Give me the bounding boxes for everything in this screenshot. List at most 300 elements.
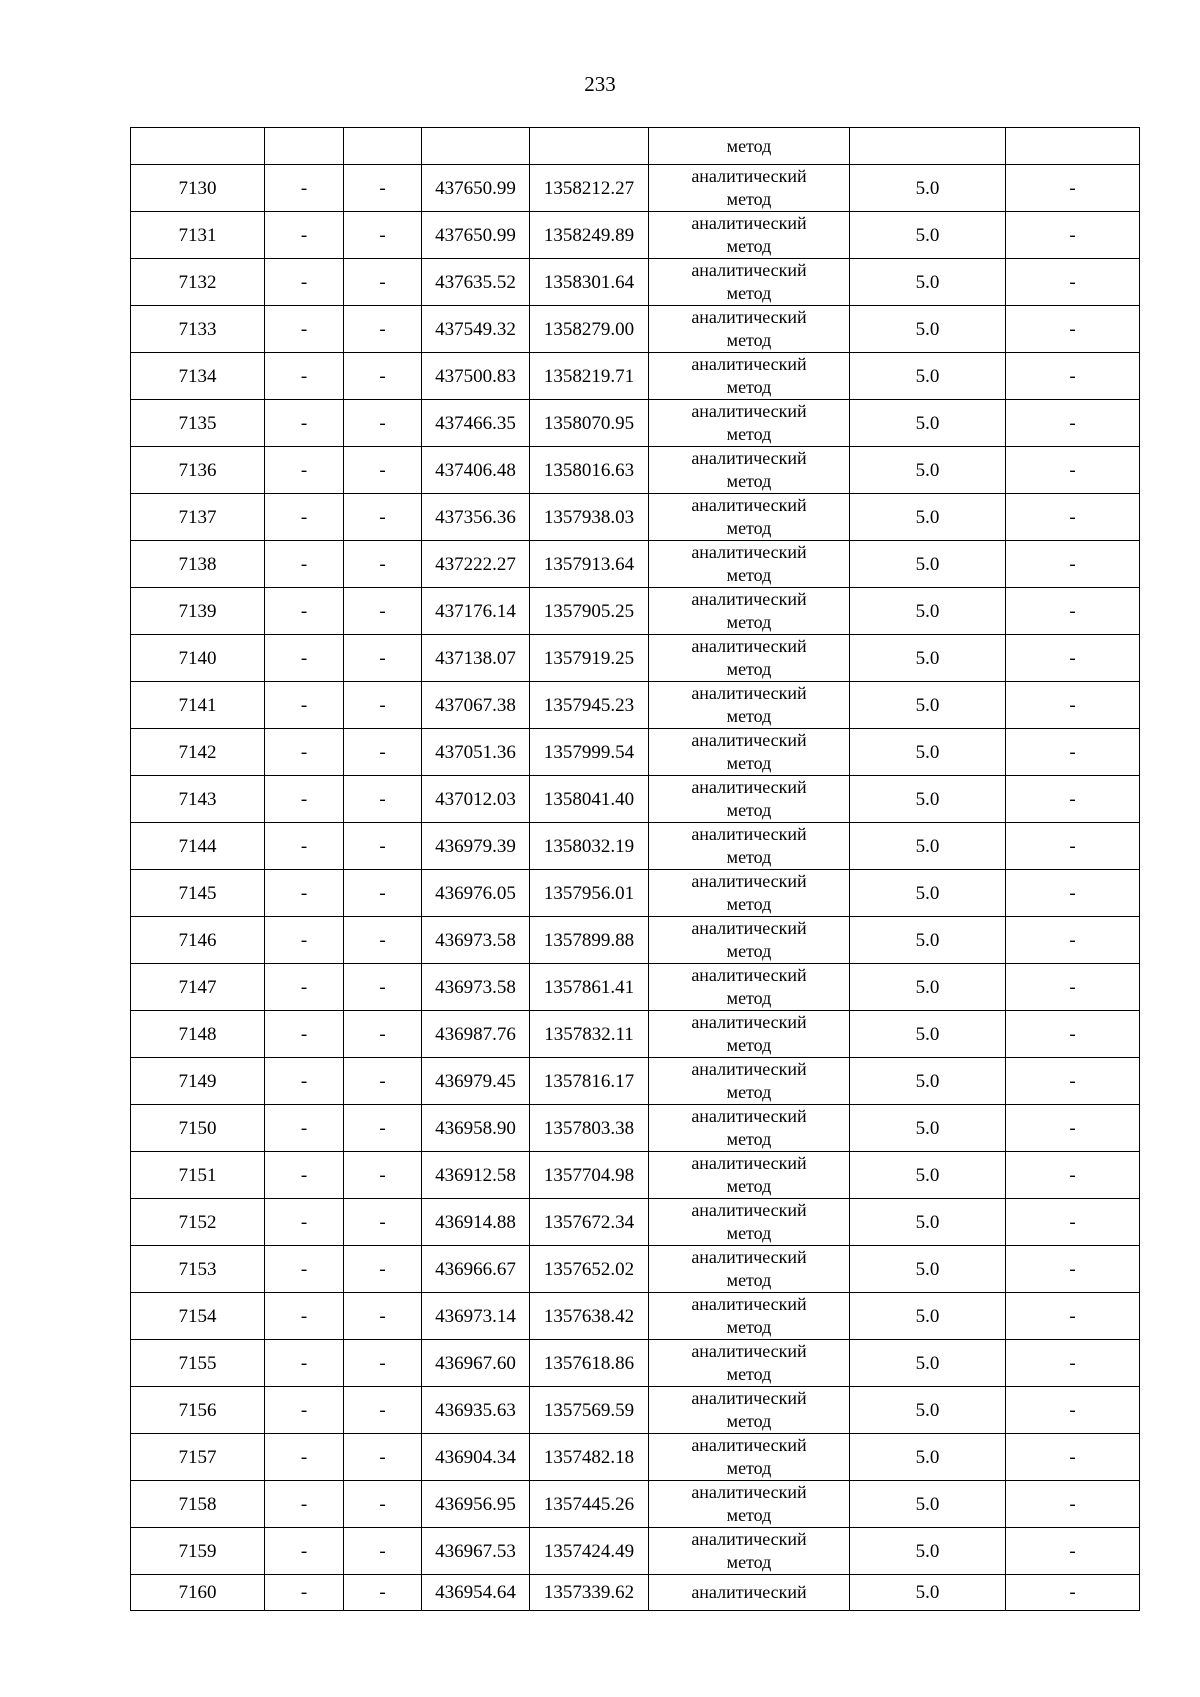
point-number-cell: 7136 [131,447,265,494]
method-text: аналитический [691,401,807,421]
x-coordinate-cell: 437466.35 [422,400,530,447]
y-coordinate-cell: 1357956.01 [530,870,649,917]
method-text: аналитический [691,448,807,468]
method-text: метод [726,330,772,350]
empty-value-cell: - [344,1340,422,1387]
empty-value-cell: - [344,1011,422,1058]
empty-value-cell: - [344,1387,422,1434]
empty-value-cell: - [265,917,344,964]
method-text: аналитический [691,683,807,703]
point-number-cell: 7153 [131,1246,265,1293]
method-text: метод [726,135,772,156]
empty-value-cell: - [344,447,422,494]
method-cell [649,1387,850,1434]
table-cell [530,128,649,165]
empty-value-cell: - [1006,682,1140,729]
point-number-cell: 7147 [131,964,265,1011]
method-text: метод [726,471,772,491]
y-coordinate-cell: 1357938.03 [530,494,649,541]
method-cell [649,917,850,964]
accuracy-cell: 5.0 [850,776,1006,823]
point-number-cell: 7155 [131,1340,265,1387]
point-number-cell: 7133 [131,306,265,353]
method-text: аналитический [691,307,807,327]
empty-value-cell: - [344,682,422,729]
method-cell [649,1246,850,1293]
method-cell [649,964,850,1011]
x-coordinate-cell: 437650.99 [422,212,530,259]
empty-value-cell: - [265,1246,344,1293]
empty-value-cell: - [265,823,344,870]
point-number-cell: 7146 [131,917,265,964]
empty-value-cell: - [265,1058,344,1105]
point-number-cell: 7143 [131,776,265,823]
empty-value-cell: - [1006,1293,1140,1340]
empty-value-cell: - [1006,776,1140,823]
point-number-cell: 7157 [131,1434,265,1481]
y-coordinate-cell: 1357899.88 [530,917,649,964]
point-number-cell: 7156 [131,1387,265,1434]
table-row [131,1246,1140,1293]
x-coordinate-cell: 436979.45 [422,1058,530,1105]
accuracy-cell: 5.0 [850,1152,1006,1199]
method-cell [649,1528,850,1575]
method-text: метод [726,1552,772,1572]
empty-value-cell: - [1006,541,1140,588]
table-row [131,447,1140,494]
y-coordinate-cell: 1358301.64 [530,259,649,306]
x-coordinate-cell: 437406.48 [422,447,530,494]
accuracy-cell: 5.0 [850,1058,1006,1105]
method-text: аналитический [691,1106,807,1126]
y-coordinate-cell: 1357445.26 [530,1481,649,1528]
empty-value-cell: - [344,1058,422,1105]
empty-value-cell: - [265,541,344,588]
table-row [131,400,1140,447]
empty-value-cell: - [1006,447,1140,494]
table-row [131,165,1140,212]
empty-value-cell: - [344,964,422,1011]
method-text: аналитический [691,1582,807,1602]
point-number-cell: 7160 [131,1575,265,1611]
method-text: метод [726,1129,772,1149]
empty-value-cell: - [265,1387,344,1434]
method-text: аналитический [691,1153,807,1173]
method-text: аналитический [691,1294,807,1314]
empty-value-cell: - [1006,494,1140,541]
x-coordinate-cell: 437635.52 [422,259,530,306]
method-cell [649,588,850,635]
x-coordinate-cell: 437650.99 [422,165,530,212]
x-coordinate-cell: 436973.14 [422,1293,530,1340]
y-coordinate-cell: 1357816.17 [530,1058,649,1105]
method-cell [649,400,850,447]
accuracy-cell: 5.0 [850,353,1006,400]
method-cell [649,353,850,400]
accuracy-cell: 5.0 [850,1011,1006,1058]
y-coordinate-cell: 1357905.25 [530,588,649,635]
method-text: метод [726,988,772,1008]
table-row [131,964,1140,1011]
method-text: аналитический [691,495,807,515]
method-text: метод [726,1458,772,1478]
empty-value-cell: - [1006,729,1140,776]
method-text: аналитический [691,730,807,750]
empty-value-cell: - [344,1528,422,1575]
x-coordinate-cell: 437051.36 [422,729,530,776]
method-text: метод [726,236,772,256]
method-text: метод [726,612,772,632]
empty-value-cell: - [1006,1011,1140,1058]
empty-value-cell: - [265,353,344,400]
empty-value-cell: - [344,400,422,447]
method-cell [649,541,850,588]
accuracy-cell: 5.0 [850,1575,1006,1611]
empty-value-cell: - [265,1011,344,1058]
method-cell [649,212,850,259]
accuracy-cell: 5.0 [850,964,1006,1011]
table-row [131,682,1140,729]
empty-value-cell: - [1006,1152,1140,1199]
y-coordinate-cell: 1358219.71 [530,353,649,400]
x-coordinate-cell: 437356.36 [422,494,530,541]
empty-value-cell: - [344,1152,422,1199]
accuracy-cell: 5.0 [850,1528,1006,1575]
method-text: метод [726,659,772,679]
y-coordinate-cell: 1357945.23 [530,682,649,729]
method-text: аналитический [691,1012,807,1032]
point-number-cell: 7151 [131,1152,265,1199]
table-row [131,635,1140,682]
method-text: метод [726,753,772,773]
accuracy-cell: 5.0 [850,306,1006,353]
table-row [131,1434,1140,1481]
method-text: метод [726,283,772,303]
empty-value-cell: - [265,259,344,306]
y-coordinate-cell: 1357861.41 [530,964,649,1011]
point-number-cell: 7144 [131,823,265,870]
point-number-cell: 7137 [131,494,265,541]
empty-value-cell: - [344,1293,422,1340]
empty-value-cell: - [344,1105,422,1152]
empty-value-cell: - [1006,1340,1140,1387]
table-cell [850,128,1006,165]
empty-value-cell: - [1006,870,1140,917]
method-text: аналитический [691,824,807,844]
empty-value-cell: - [265,1481,344,1528]
method-cell [649,306,850,353]
empty-value-cell: - [265,212,344,259]
method-text: аналитический [691,1435,807,1455]
accuracy-cell: 5.0 [850,165,1006,212]
table-row [131,259,1140,306]
table-cell [344,128,422,165]
accuracy-cell: 5.0 [850,1246,1006,1293]
y-coordinate-cell: 1357704.98 [530,1152,649,1199]
empty-value-cell: - [344,1199,422,1246]
empty-value-cell: - [1006,1246,1140,1293]
y-coordinate-cell: 1358041.40 [530,776,649,823]
empty-value-cell: - [344,353,422,400]
empty-value-cell: - [344,823,422,870]
empty-value-cell: - [265,682,344,729]
x-coordinate-cell: 436967.60 [422,1340,530,1387]
method-text: аналитический [691,213,807,233]
table-row [131,823,1140,870]
accuracy-cell: 5.0 [850,1199,1006,1246]
y-coordinate-cell: 1357803.38 [530,1105,649,1152]
table-cell [1006,128,1140,165]
page-number: 233 [584,72,616,96]
method-cell [649,1481,850,1528]
method-cell [649,1575,850,1611]
method-text: аналитический [691,166,807,186]
x-coordinate-cell: 436912.58 [422,1152,530,1199]
empty-value-cell: - [265,1152,344,1199]
empty-value-cell: - [1006,400,1140,447]
method-text: метод [726,565,772,585]
table-row [131,494,1140,541]
accuracy-cell: 5.0 [850,259,1006,306]
empty-value-cell: - [1006,1575,1140,1611]
x-coordinate-cell: 436958.90 [422,1105,530,1152]
point-number-cell: 7141 [131,682,265,729]
empty-value-cell: - [265,1340,344,1387]
empty-value-cell: - [265,1575,344,1611]
method-cell [649,1011,850,1058]
accuracy-cell: 5.0 [850,447,1006,494]
point-number-cell: 7154 [131,1293,265,1340]
point-number-cell: 7145 [131,870,265,917]
y-coordinate-cell: 1358070.95 [530,400,649,447]
method-cell [649,494,850,541]
method-cell [649,682,850,729]
method-cell [649,1293,850,1340]
empty-value-cell: - [265,870,344,917]
empty-value-cell: - [265,635,344,682]
empty-value-cell: - [1006,1528,1140,1575]
table-row [131,1152,1140,1199]
method-text: метод [726,1082,772,1102]
method-cell [649,1199,850,1246]
y-coordinate-cell: 1357652.02 [530,1246,649,1293]
table-row [131,1293,1140,1340]
empty-value-cell: - [1006,165,1140,212]
empty-value-cell: - [1006,635,1140,682]
method-text: метод [726,800,772,820]
accuracy-cell: 5.0 [850,1387,1006,1434]
method-text: аналитический [691,777,807,797]
y-coordinate-cell: 1357569.59 [530,1387,649,1434]
y-coordinate-cell: 1358212.27 [530,165,649,212]
method-text: аналитический [691,1059,807,1079]
method-text: метод [726,1223,772,1243]
method-text: аналитический [691,1247,807,1267]
method-text: аналитический [691,542,807,562]
empty-value-cell: - [265,494,344,541]
table-cell [131,128,265,165]
y-coordinate-cell: 1358032.19 [530,823,649,870]
method-text: метод [726,894,772,914]
empty-value-cell: - [344,165,422,212]
empty-value-cell: - [1006,1387,1140,1434]
method-cell [649,776,850,823]
method-cell [649,1340,850,1387]
method-text: аналитический [691,871,807,891]
empty-value-cell: - [344,776,422,823]
table-row [131,1199,1140,1246]
method-text: метод [726,1505,772,1525]
method-text: аналитический [691,1482,807,1502]
empty-value-cell: - [344,917,422,964]
empty-value-cell: - [344,729,422,776]
empty-value-cell: - [1006,212,1140,259]
point-number-cell: 7135 [131,400,265,447]
x-coordinate-cell: 436979.39 [422,823,530,870]
method-text: аналитический [691,1529,807,1549]
empty-value-cell: - [265,1293,344,1340]
empty-value-cell: - [265,729,344,776]
method-cell [649,1058,850,1105]
empty-value-cell: - [344,1575,422,1611]
empty-value-cell: - [344,635,422,682]
y-coordinate-cell: 1358249.89 [530,212,649,259]
y-coordinate-cell: 1357638.42 [530,1293,649,1340]
method-text: метод [726,847,772,867]
empty-value-cell: - [1006,1434,1140,1481]
empty-value-cell: - [265,306,344,353]
empty-value-cell: - [344,1246,422,1293]
table-row [131,1481,1140,1528]
x-coordinate-cell: 437012.03 [422,776,530,823]
point-number-cell: 7131 [131,212,265,259]
empty-value-cell: - [344,588,422,635]
accuracy-cell: 5.0 [850,729,1006,776]
method-text: аналитический [691,965,807,985]
empty-value-cell: - [344,306,422,353]
table-row [131,306,1140,353]
method-text: аналитический [691,918,807,938]
point-number-cell: 7148 [131,1011,265,1058]
accuracy-cell: 5.0 [850,400,1006,447]
y-coordinate-cell: 1357832.11 [530,1011,649,1058]
empty-value-cell: - [265,1199,344,1246]
method-text: метод [726,1176,772,1196]
empty-value-cell: - [1006,306,1140,353]
x-coordinate-cell: 436973.58 [422,964,530,1011]
method-cell [649,823,850,870]
method-cell [649,128,850,165]
method-text: метод [726,1317,772,1337]
method-text: метод [726,941,772,961]
empty-value-cell: - [265,1528,344,1575]
method-cell [649,1105,850,1152]
method-text: аналитический [691,636,807,656]
accuracy-cell: 5.0 [850,635,1006,682]
table-row [131,776,1140,823]
accuracy-cell: 5.0 [850,588,1006,635]
method-cell [649,729,850,776]
accuracy-cell: 5.0 [850,541,1006,588]
method-cell [649,1152,850,1199]
method-cell [649,165,850,212]
table-row [131,1387,1140,1434]
method-text: метод [726,377,772,397]
method-text: метод [726,424,772,444]
table-row [131,1528,1140,1575]
point-number-cell: 7130 [131,165,265,212]
empty-value-cell: - [265,400,344,447]
method-text: аналитический [691,260,807,280]
method-text: метод [726,1364,772,1384]
table-row [131,1575,1140,1611]
y-coordinate-cell: 1357999.54 [530,729,649,776]
x-coordinate-cell: 436914.88 [422,1199,530,1246]
method-cell [649,870,850,917]
method-text: аналитический [691,1341,807,1361]
x-coordinate-cell: 436904.34 [422,1434,530,1481]
coordinates-table [130,127,1140,1611]
empty-value-cell: - [265,1105,344,1152]
method-text: аналитический [691,354,807,374]
x-coordinate-cell: 436976.05 [422,870,530,917]
empty-value-cell: - [265,588,344,635]
empty-value-cell: - [1006,964,1140,1011]
point-number-cell: 7138 [131,541,265,588]
empty-value-cell: - [1006,1105,1140,1152]
method-cell [649,259,850,306]
x-coordinate-cell: 436966.67 [422,1246,530,1293]
y-coordinate-cell: 1357339.62 [530,1575,649,1611]
x-coordinate-cell: 436987.76 [422,1011,530,1058]
table-row [131,917,1140,964]
x-coordinate-cell: 437549.32 [422,306,530,353]
table-row [131,1340,1140,1387]
empty-value-cell: - [265,1434,344,1481]
empty-value-cell: - [265,964,344,1011]
x-coordinate-cell: 436973.58 [422,917,530,964]
y-coordinate-cell: 1357618.86 [530,1340,649,1387]
point-number-cell: 7142 [131,729,265,776]
y-coordinate-cell: 1358016.63 [530,447,649,494]
point-number-cell: 7152 [131,1199,265,1246]
accuracy-cell: 5.0 [850,917,1006,964]
empty-value-cell: - [344,870,422,917]
accuracy-cell: 5.0 [850,1340,1006,1387]
accuracy-cell: 5.0 [850,682,1006,729]
point-number-cell: 7140 [131,635,265,682]
method-text: аналитический [691,589,807,609]
method-cell [649,635,850,682]
table-cell [422,128,530,165]
table-row [131,870,1140,917]
table-row [131,353,1140,400]
x-coordinate-cell: 437138.07 [422,635,530,682]
y-coordinate-cell: 1357482.18 [530,1434,649,1481]
empty-value-cell: - [265,447,344,494]
empty-value-cell: - [1006,588,1140,635]
accuracy-cell: 5.0 [850,870,1006,917]
method-text: метод [726,706,772,726]
table-body [131,128,1140,1611]
empty-value-cell: - [344,259,422,306]
empty-value-cell: - [1006,823,1140,870]
empty-value-cell: - [1006,259,1140,306]
table-row [131,1058,1140,1105]
empty-value-cell: - [1006,1199,1140,1246]
x-coordinate-cell: 437176.14 [422,588,530,635]
empty-value-cell: - [1006,1058,1140,1105]
